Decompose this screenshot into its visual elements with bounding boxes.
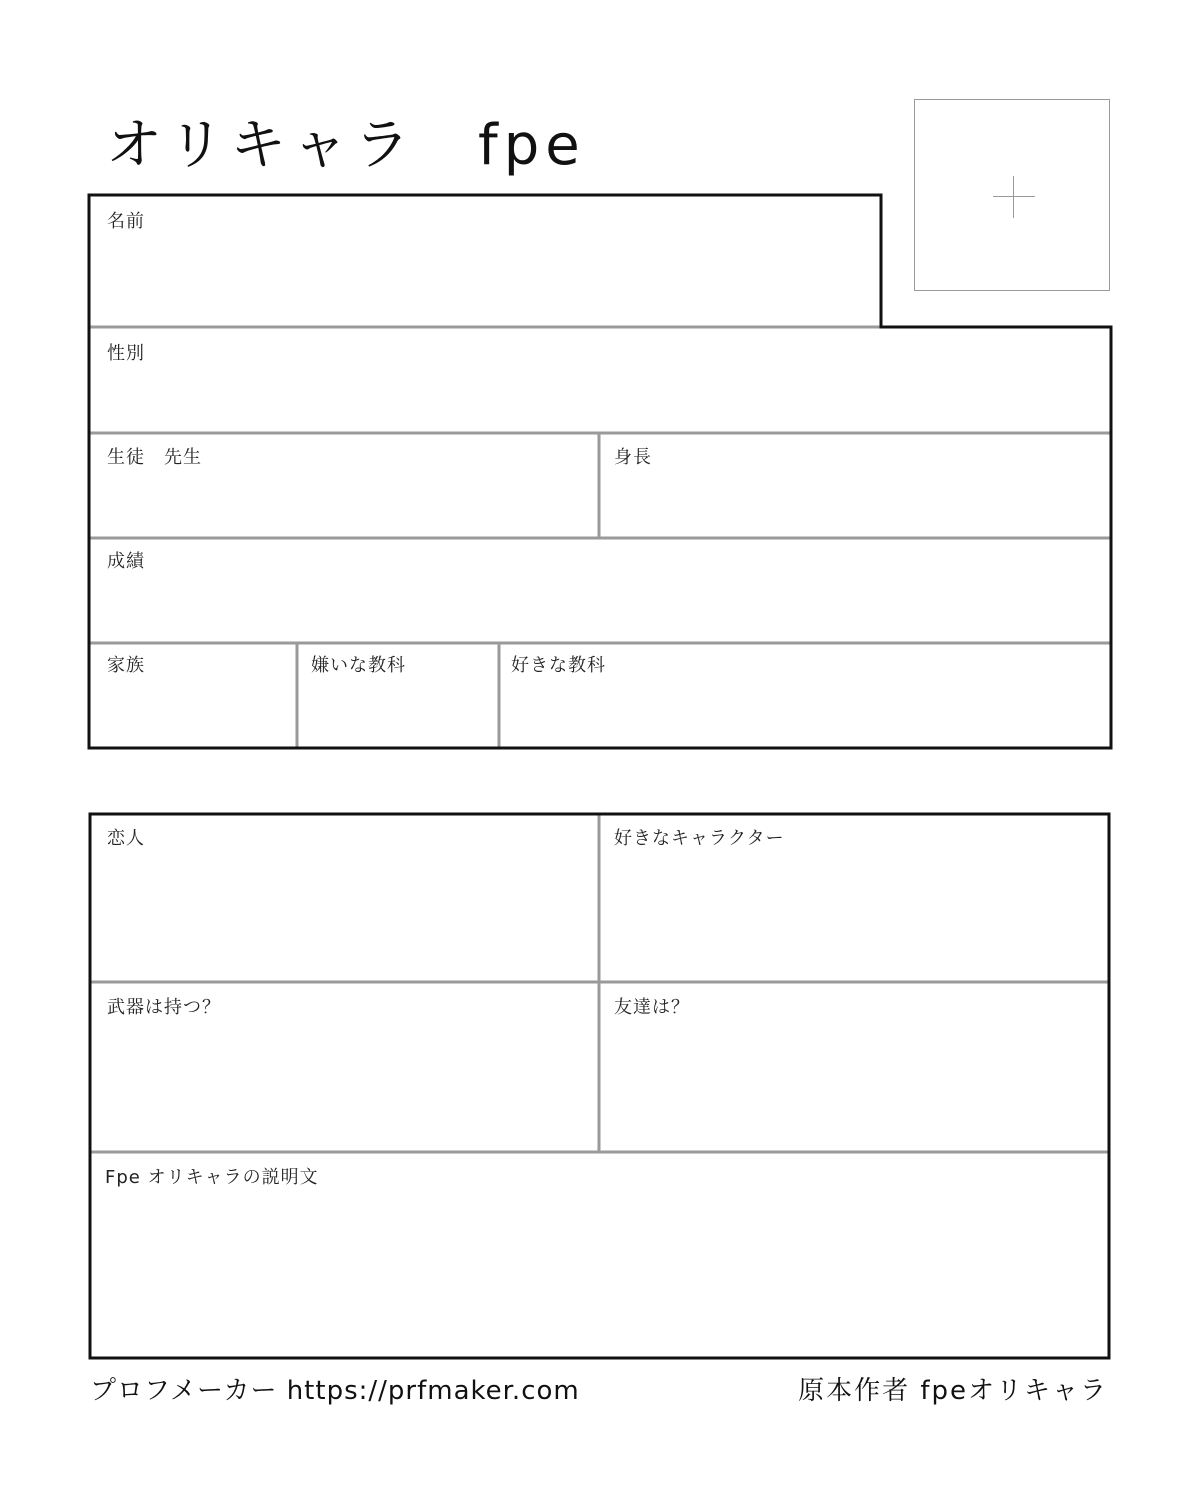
field-lover[interactable] xyxy=(91,815,599,982)
field-grades[interactable] xyxy=(90,539,1110,643)
field-favorite-subject[interactable] xyxy=(500,644,1110,747)
field-weapon[interactable] xyxy=(91,983,599,1152)
field-disliked-subject[interactable] xyxy=(298,644,499,747)
field-favorite-character[interactable] xyxy=(600,815,1108,982)
field-name[interactable] xyxy=(90,196,880,327)
field-label-height: 身長 xyxy=(614,447,652,468)
field-label-grades: 成績 xyxy=(107,551,145,572)
page-title: オリキャラ fpe xyxy=(106,113,586,178)
field-label-family: 家族 xyxy=(107,655,145,676)
field-label-gender: 性別 xyxy=(107,343,145,364)
field-family[interactable] xyxy=(90,644,297,747)
field-friends[interactable] xyxy=(600,983,1108,1152)
field-label-name: 名前 xyxy=(107,211,145,232)
field-label-favorite-character: 好きなキャラクター xyxy=(614,828,785,849)
field-label-description: Fpe オリキャラの説明文 xyxy=(105,1167,319,1188)
footer-author-credit: 原本作者 fpeオリキャラ xyxy=(798,1376,1108,1406)
field-gender[interactable] xyxy=(90,328,1110,433)
field-height[interactable] xyxy=(600,434,1110,538)
field-label-favorite-subject: 好きな教科 xyxy=(511,655,606,676)
field-label-friends: 友達は？ xyxy=(614,997,690,1018)
field-role[interactable] xyxy=(90,434,599,538)
footer-site-credit: プロフメーカー https://prfmaker.com xyxy=(90,1376,580,1406)
field-label-role: 生徒 先生 xyxy=(107,447,202,468)
field-label-weapon: 武器は持つ？ xyxy=(107,997,221,1018)
field-description[interactable] xyxy=(91,1153,1108,1357)
field-label-lover: 恋人 xyxy=(107,828,145,849)
field-label-disliked-subject: 嫌いな教科 xyxy=(311,655,406,676)
